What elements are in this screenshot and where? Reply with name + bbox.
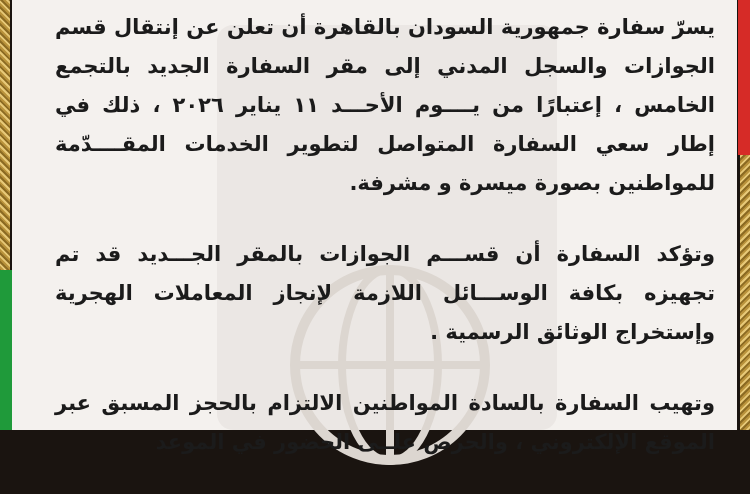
flag-stripe-red [738, 0, 750, 155]
announcement-text [55, 8, 715, 494]
paragraph-booking: وتهيب السفارة بالسادة المواطنين الالتزام بالحجز المسبق عبر الموقع الإلكتروني ، والحرص علــى الحضور في الموعد [55, 391, 715, 454]
paragraph-equipment: وتؤكد السفارة أن قســـم الجوازات بالمقر الجـــديد قد تم تجهيزه بكافة الوســـائل اللازمة لإنجاز المعاملات الهجرية وإستخراج الوثائق الرسمية . [55, 242, 715, 344]
paragraph-relocation: يسرّ سفارة جمهورية السودان بالقاهرة أن تعلن عن إنتقال قسم الجوازات والسجل المدني إلى مقر السفارة الجديد بالتجمع الخامس ، إعتبارًا من يــــوم الأحـــد ١١ يناير ٢٠٢٦ ، ذلك في إطار سعي السفارة المتواصل لتطوير الخدمات المقــــدّمة للمواطنين بصورة ميسرة و مشرفة. [55, 15, 716, 195]
announcement-panel [12, 0, 737, 454]
flag-stripe-green [0, 270, 12, 430]
